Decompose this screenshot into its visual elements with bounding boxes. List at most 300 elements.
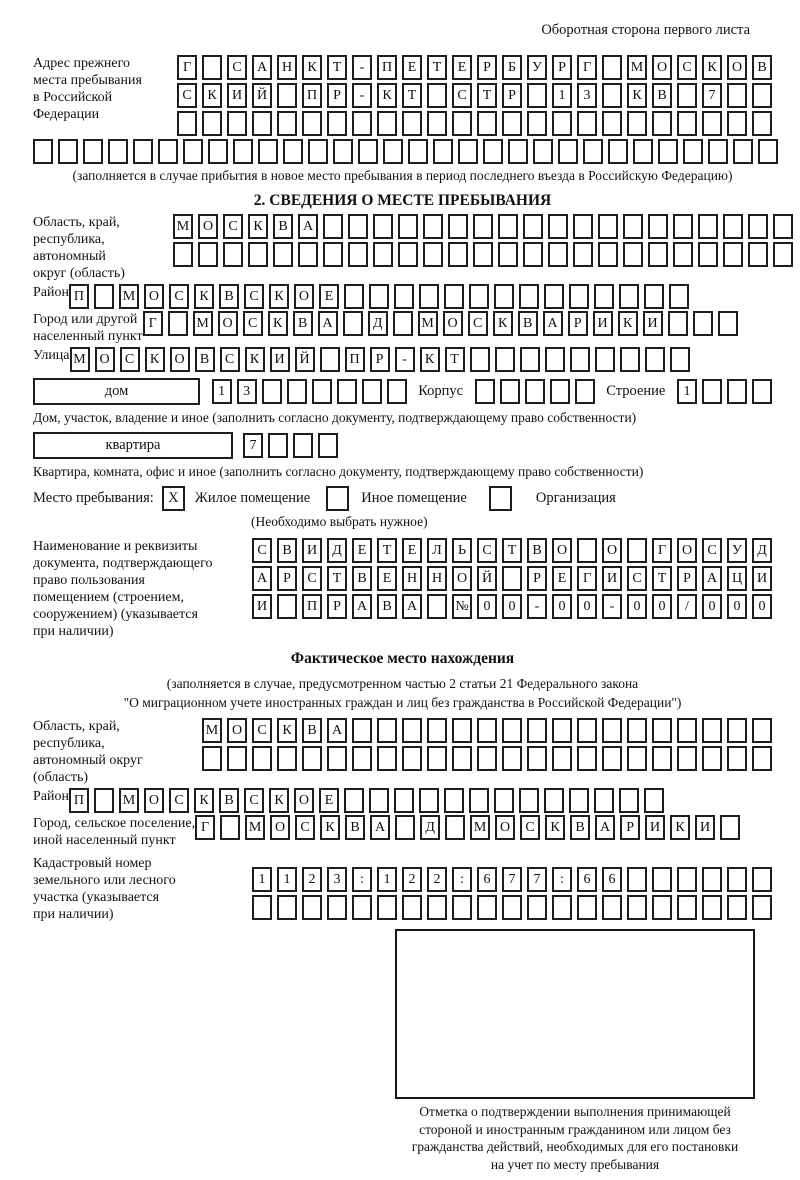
residential-checkbox[interactable]: X: [162, 486, 185, 511]
char-cell[interactable]: [283, 139, 303, 164]
char-cell[interactable]: С: [468, 311, 488, 336]
char-cell[interactable]: И: [602, 566, 622, 591]
char-cell[interactable]: [644, 788, 664, 813]
char-cell[interactable]: А: [595, 815, 615, 840]
char-cell[interactable]: К: [248, 214, 268, 239]
other-premises-checkbox[interactable]: [326, 486, 349, 511]
char-cell[interactable]: Й: [252, 83, 272, 108]
char-cell[interactable]: И: [227, 83, 247, 108]
char-cell[interactable]: [344, 788, 364, 813]
char-cell[interactable]: [348, 242, 368, 267]
char-cell[interactable]: С: [220, 347, 240, 372]
char-cell[interactable]: [500, 379, 520, 404]
char-cell[interactable]: [173, 242, 193, 267]
char-cell[interactable]: С: [302, 566, 322, 591]
char-cell[interactable]: [394, 788, 414, 813]
char-cell[interactable]: [352, 718, 372, 743]
char-cell[interactable]: О: [144, 284, 164, 309]
char-cell[interactable]: И: [302, 538, 322, 563]
char-cell[interactable]: К: [545, 815, 565, 840]
char-cell[interactable]: [520, 347, 540, 372]
char-cell[interactable]: [627, 867, 647, 892]
char-cell[interactable]: [668, 311, 688, 336]
char-cell[interactable]: [473, 242, 493, 267]
char-cell[interactable]: А: [543, 311, 563, 336]
char-cell[interactable]: [523, 242, 543, 267]
char-cell[interactable]: [427, 594, 447, 619]
char-cell[interactable]: [627, 718, 647, 743]
char-cell[interactable]: 6: [577, 867, 597, 892]
char-cell[interactable]: [727, 867, 747, 892]
char-cell[interactable]: Е: [319, 788, 339, 813]
char-cell[interactable]: М: [202, 718, 222, 743]
char-cell[interactable]: Т: [377, 538, 397, 563]
char-cell[interactable]: [677, 867, 697, 892]
char-cell[interactable]: [373, 214, 393, 239]
char-cell[interactable]: [433, 139, 453, 164]
char-cell[interactable]: С: [223, 214, 243, 239]
char-cell[interactable]: [598, 214, 618, 239]
char-cell[interactable]: О: [144, 788, 164, 813]
char-cell[interactable]: [502, 718, 522, 743]
char-cell[interactable]: [408, 139, 428, 164]
char-cell[interactable]: [552, 718, 572, 743]
char-cell[interactable]: О: [652, 55, 672, 80]
char-cell[interactable]: [527, 111, 547, 136]
char-cell[interactable]: К: [268, 311, 288, 336]
char-cell[interactable]: Е: [552, 566, 572, 591]
char-cell[interactable]: Т: [502, 538, 522, 563]
char-cell[interactable]: [652, 867, 672, 892]
char-cell[interactable]: [652, 895, 672, 920]
char-cell[interactable]: [519, 284, 539, 309]
char-cell[interactable]: [83, 139, 103, 164]
char-cell[interactable]: М: [119, 788, 139, 813]
char-cell[interactable]: [552, 746, 572, 771]
char-cell[interactable]: [752, 718, 772, 743]
char-cell[interactable]: [358, 139, 378, 164]
char-cell[interactable]: С: [227, 55, 247, 80]
char-cell[interactable]: [268, 433, 288, 458]
char-cell[interactable]: [427, 83, 447, 108]
char-cell[interactable]: В: [752, 55, 772, 80]
char-cell[interactable]: К: [420, 347, 440, 372]
char-cell[interactable]: [573, 214, 593, 239]
char-cell[interactable]: [708, 139, 728, 164]
char-cell[interactable]: С: [169, 284, 189, 309]
char-cell[interactable]: [569, 284, 589, 309]
char-cell[interactable]: 7: [502, 867, 522, 892]
apartment-type-field[interactable]: квартира: [33, 432, 233, 459]
char-cell[interactable]: [427, 746, 447, 771]
char-cell[interactable]: [602, 111, 622, 136]
char-cell[interactable]: С: [702, 538, 722, 563]
char-cell[interactable]: [544, 284, 564, 309]
char-cell[interactable]: [577, 538, 597, 563]
char-cell[interactable]: [683, 139, 703, 164]
char-cell[interactable]: -: [352, 55, 372, 80]
char-cell[interactable]: П: [302, 594, 322, 619]
char-cell[interactable]: 1: [677, 379, 697, 404]
char-cell[interactable]: [394, 284, 414, 309]
char-cell[interactable]: [548, 242, 568, 267]
char-cell[interactable]: [673, 214, 693, 239]
char-cell[interactable]: Е: [452, 55, 472, 80]
char-cell[interactable]: [620, 347, 640, 372]
char-cell[interactable]: М: [173, 214, 193, 239]
char-cell[interactable]: И: [270, 347, 290, 372]
char-cell[interactable]: В: [652, 83, 672, 108]
char-cell[interactable]: Ь: [452, 538, 472, 563]
char-cell[interactable]: И: [643, 311, 663, 336]
char-cell[interactable]: [477, 111, 497, 136]
char-cell[interactable]: М: [418, 311, 438, 336]
char-cell[interactable]: [302, 895, 322, 920]
char-cell[interactable]: [608, 139, 628, 164]
char-cell[interactable]: [419, 788, 439, 813]
char-cell[interactable]: [458, 139, 478, 164]
char-cell[interactable]: О: [270, 815, 290, 840]
char-cell[interactable]: Т: [327, 55, 347, 80]
char-cell[interactable]: Р: [502, 83, 522, 108]
char-cell[interactable]: С: [452, 83, 472, 108]
char-cell[interactable]: [677, 83, 697, 108]
char-cell[interactable]: [652, 746, 672, 771]
char-cell[interactable]: [287, 379, 307, 404]
char-cell[interactable]: [402, 111, 422, 136]
char-cell[interactable]: В: [219, 788, 239, 813]
char-cell[interactable]: [577, 895, 597, 920]
char-cell[interactable]: О: [677, 538, 697, 563]
char-cell[interactable]: Г: [577, 566, 597, 591]
char-cell[interactable]: :: [452, 867, 472, 892]
char-cell[interactable]: Б: [502, 55, 522, 80]
char-cell[interactable]: Т: [445, 347, 465, 372]
char-cell[interactable]: В: [219, 284, 239, 309]
char-cell[interactable]: [648, 214, 668, 239]
char-cell[interactable]: [627, 746, 647, 771]
char-cell[interactable]: 7: [527, 867, 547, 892]
char-cell[interactable]: У: [527, 55, 547, 80]
char-cell[interactable]: [327, 895, 347, 920]
char-cell[interactable]: [469, 788, 489, 813]
char-cell[interactable]: В: [377, 594, 397, 619]
char-cell[interactable]: 0: [502, 594, 522, 619]
char-cell[interactable]: [58, 139, 78, 164]
char-cell[interactable]: [752, 379, 772, 404]
char-cell[interactable]: -: [395, 347, 415, 372]
char-cell[interactable]: [362, 379, 382, 404]
char-cell[interactable]: О: [443, 311, 463, 336]
char-cell[interactable]: [502, 746, 522, 771]
char-cell[interactable]: Г: [177, 55, 197, 80]
char-cell[interactable]: [320, 347, 340, 372]
char-cell[interactable]: И: [752, 566, 772, 591]
char-cell[interactable]: [323, 214, 343, 239]
char-cell[interactable]: А: [318, 311, 338, 336]
char-cell[interactable]: [702, 867, 722, 892]
char-cell[interactable]: К: [302, 55, 322, 80]
char-cell[interactable]: [723, 242, 743, 267]
char-cell[interactable]: [550, 379, 570, 404]
char-cell[interactable]: 7: [243, 433, 263, 458]
char-cell[interactable]: А: [252, 566, 272, 591]
char-cell[interactable]: К: [493, 311, 513, 336]
char-cell[interactable]: [627, 538, 647, 563]
char-cell[interactable]: [552, 111, 572, 136]
char-cell[interactable]: [395, 815, 415, 840]
char-cell[interactable]: [752, 83, 772, 108]
char-cell[interactable]: [727, 746, 747, 771]
char-cell[interactable]: [752, 895, 772, 920]
char-cell[interactable]: [545, 347, 565, 372]
char-cell[interactable]: [698, 214, 718, 239]
char-cell[interactable]: П: [377, 55, 397, 80]
char-cell[interactable]: [227, 746, 247, 771]
char-cell[interactable]: Е: [377, 566, 397, 591]
char-cell[interactable]: [619, 788, 639, 813]
char-cell[interactable]: [262, 379, 282, 404]
char-cell[interactable]: П: [302, 83, 322, 108]
char-cell[interactable]: [727, 83, 747, 108]
char-cell[interactable]: [273, 242, 293, 267]
char-cell[interactable]: [544, 788, 564, 813]
char-cell[interactable]: Р: [327, 594, 347, 619]
char-cell[interactable]: А: [370, 815, 390, 840]
char-cell[interactable]: 0: [652, 594, 672, 619]
char-cell[interactable]: [645, 347, 665, 372]
char-cell[interactable]: Й: [477, 566, 497, 591]
char-cell[interactable]: [94, 788, 114, 813]
char-cell[interactable]: И: [645, 815, 665, 840]
char-cell[interactable]: Т: [652, 566, 672, 591]
char-cell[interactable]: Т: [402, 83, 422, 108]
char-cell[interactable]: [158, 139, 178, 164]
char-cell[interactable]: [343, 311, 363, 336]
organization-checkbox[interactable]: [489, 486, 512, 511]
char-cell[interactable]: Р: [527, 566, 547, 591]
char-cell[interactable]: [452, 718, 472, 743]
char-cell[interactable]: [648, 242, 668, 267]
char-cell[interactable]: :: [352, 867, 372, 892]
char-cell[interactable]: О: [170, 347, 190, 372]
char-cell[interactable]: [720, 815, 740, 840]
char-cell[interactable]: Р: [552, 55, 572, 80]
char-cell[interactable]: В: [273, 214, 293, 239]
char-cell[interactable]: [558, 139, 578, 164]
char-cell[interactable]: Н: [402, 566, 422, 591]
char-cell[interactable]: [577, 718, 597, 743]
char-cell[interactable]: [258, 139, 278, 164]
char-cell[interactable]: А: [702, 566, 722, 591]
char-cell[interactable]: 0: [727, 594, 747, 619]
char-cell[interactable]: В: [527, 538, 547, 563]
char-cell[interactable]: С: [244, 788, 264, 813]
char-cell[interactable]: [670, 347, 690, 372]
char-cell[interactable]: [758, 139, 778, 164]
char-cell[interactable]: [519, 788, 539, 813]
char-cell[interactable]: [693, 311, 713, 336]
char-cell[interactable]: 3: [327, 867, 347, 892]
char-cell[interactable]: В: [293, 311, 313, 336]
char-cell[interactable]: [333, 139, 353, 164]
char-cell[interactable]: [448, 242, 468, 267]
char-cell[interactable]: С: [169, 788, 189, 813]
char-cell[interactable]: [277, 594, 297, 619]
char-cell[interactable]: [752, 746, 772, 771]
char-cell[interactable]: [702, 111, 722, 136]
char-cell[interactable]: Е: [402, 538, 422, 563]
char-cell[interactable]: [525, 379, 545, 404]
char-cell[interactable]: [398, 214, 418, 239]
char-cell[interactable]: У: [727, 538, 747, 563]
char-cell[interactable]: В: [277, 538, 297, 563]
char-cell[interactable]: [527, 895, 547, 920]
char-cell[interactable]: [498, 214, 518, 239]
char-cell[interactable]: 1: [552, 83, 572, 108]
char-cell[interactable]: [752, 111, 772, 136]
char-cell[interactable]: В: [302, 718, 322, 743]
char-cell[interactable]: [252, 895, 272, 920]
char-cell[interactable]: [577, 746, 597, 771]
char-cell[interactable]: [277, 83, 297, 108]
char-cell[interactable]: [483, 139, 503, 164]
char-cell[interactable]: О: [495, 815, 515, 840]
char-cell[interactable]: О: [727, 55, 747, 80]
char-cell[interactable]: [198, 242, 218, 267]
char-cell[interactable]: [452, 895, 472, 920]
char-cell[interactable]: Р: [568, 311, 588, 336]
char-cell[interactable]: Н: [427, 566, 447, 591]
char-cell[interactable]: [702, 895, 722, 920]
char-cell[interactable]: О: [95, 347, 115, 372]
char-cell[interactable]: 1: [377, 867, 397, 892]
char-cell[interactable]: Т: [427, 55, 447, 80]
char-cell[interactable]: [469, 284, 489, 309]
char-cell[interactable]: 0: [752, 594, 772, 619]
char-cell[interactable]: [502, 566, 522, 591]
char-cell[interactable]: 0: [477, 594, 497, 619]
char-cell[interactable]: [402, 718, 422, 743]
char-cell[interactable]: [727, 379, 747, 404]
char-cell[interactable]: С: [477, 538, 497, 563]
char-cell[interactable]: [658, 139, 678, 164]
char-cell[interactable]: [575, 379, 595, 404]
char-cell[interactable]: О: [452, 566, 472, 591]
char-cell[interactable]: А: [402, 594, 422, 619]
char-cell[interactable]: [402, 895, 422, 920]
char-cell[interactable]: [477, 895, 497, 920]
char-cell[interactable]: Е: [402, 55, 422, 80]
char-cell[interactable]: 0: [577, 594, 597, 619]
char-cell[interactable]: Е: [319, 284, 339, 309]
char-cell[interactable]: [623, 242, 643, 267]
char-cell[interactable]: Р: [677, 566, 697, 591]
char-cell[interactable]: [448, 214, 468, 239]
char-cell[interactable]: [277, 895, 297, 920]
char-cell[interactable]: [337, 379, 357, 404]
char-cell[interactable]: [502, 895, 522, 920]
char-cell[interactable]: Д: [752, 538, 772, 563]
char-cell[interactable]: 6: [602, 867, 622, 892]
char-cell[interactable]: [377, 746, 397, 771]
char-cell[interactable]: С: [627, 566, 647, 591]
char-cell[interactable]: 0: [627, 594, 647, 619]
char-cell[interactable]: [444, 788, 464, 813]
char-cell[interactable]: [602, 55, 622, 80]
char-cell[interactable]: [298, 242, 318, 267]
char-cell[interactable]: [527, 718, 547, 743]
char-cell[interactable]: О: [552, 538, 572, 563]
char-cell[interactable]: [508, 139, 528, 164]
char-cell[interactable]: К: [627, 83, 647, 108]
char-cell[interactable]: К: [269, 788, 289, 813]
char-cell[interactable]: К: [277, 718, 297, 743]
char-cell[interactable]: [752, 867, 772, 892]
char-cell[interactable]: П: [69, 788, 89, 813]
char-cell[interactable]: 1: [277, 867, 297, 892]
char-cell[interactable]: К: [702, 55, 722, 80]
char-cell[interactable]: [623, 214, 643, 239]
char-cell[interactable]: [473, 214, 493, 239]
char-cell[interactable]: С: [244, 284, 264, 309]
char-cell[interactable]: [233, 139, 253, 164]
char-cell[interactable]: О: [294, 284, 314, 309]
char-cell[interactable]: М: [470, 815, 490, 840]
house-type-field[interactable]: дом: [33, 378, 200, 405]
char-cell[interactable]: [352, 895, 372, 920]
char-cell[interactable]: [570, 347, 590, 372]
char-cell[interactable]: [673, 242, 693, 267]
char-cell[interactable]: С: [252, 538, 272, 563]
char-cell[interactable]: [369, 788, 389, 813]
char-cell[interactable]: [223, 242, 243, 267]
char-cell[interactable]: -: [527, 594, 547, 619]
char-cell[interactable]: Г: [652, 538, 672, 563]
char-cell[interactable]: С: [520, 815, 540, 840]
char-cell[interactable]: [302, 111, 322, 136]
char-cell[interactable]: [202, 746, 222, 771]
char-cell[interactable]: Н: [277, 55, 297, 80]
char-cell[interactable]: [202, 111, 222, 136]
char-cell[interactable]: [252, 746, 272, 771]
char-cell[interactable]: [133, 139, 153, 164]
char-cell[interactable]: [602, 895, 622, 920]
char-cell[interactable]: Д: [327, 538, 347, 563]
char-cell[interactable]: [727, 895, 747, 920]
char-cell[interactable]: [527, 83, 547, 108]
char-cell[interactable]: [387, 379, 407, 404]
char-cell[interactable]: [644, 284, 664, 309]
char-cell[interactable]: [598, 242, 618, 267]
char-cell[interactable]: 6: [477, 867, 497, 892]
char-cell[interactable]: П: [345, 347, 365, 372]
char-cell[interactable]: В: [570, 815, 590, 840]
char-cell[interactable]: [369, 284, 389, 309]
char-cell[interactable]: [398, 242, 418, 267]
char-cell[interactable]: [583, 139, 603, 164]
char-cell[interactable]: [352, 111, 372, 136]
char-cell[interactable]: [452, 746, 472, 771]
char-cell[interactable]: К: [194, 284, 214, 309]
char-cell[interactable]: А: [352, 594, 372, 619]
char-cell[interactable]: [348, 214, 368, 239]
char-cell[interactable]: К: [194, 788, 214, 813]
char-cell[interactable]: 1: [212, 379, 232, 404]
char-cell[interactable]: Р: [370, 347, 390, 372]
char-cell[interactable]: [602, 746, 622, 771]
char-cell[interactable]: [477, 746, 497, 771]
